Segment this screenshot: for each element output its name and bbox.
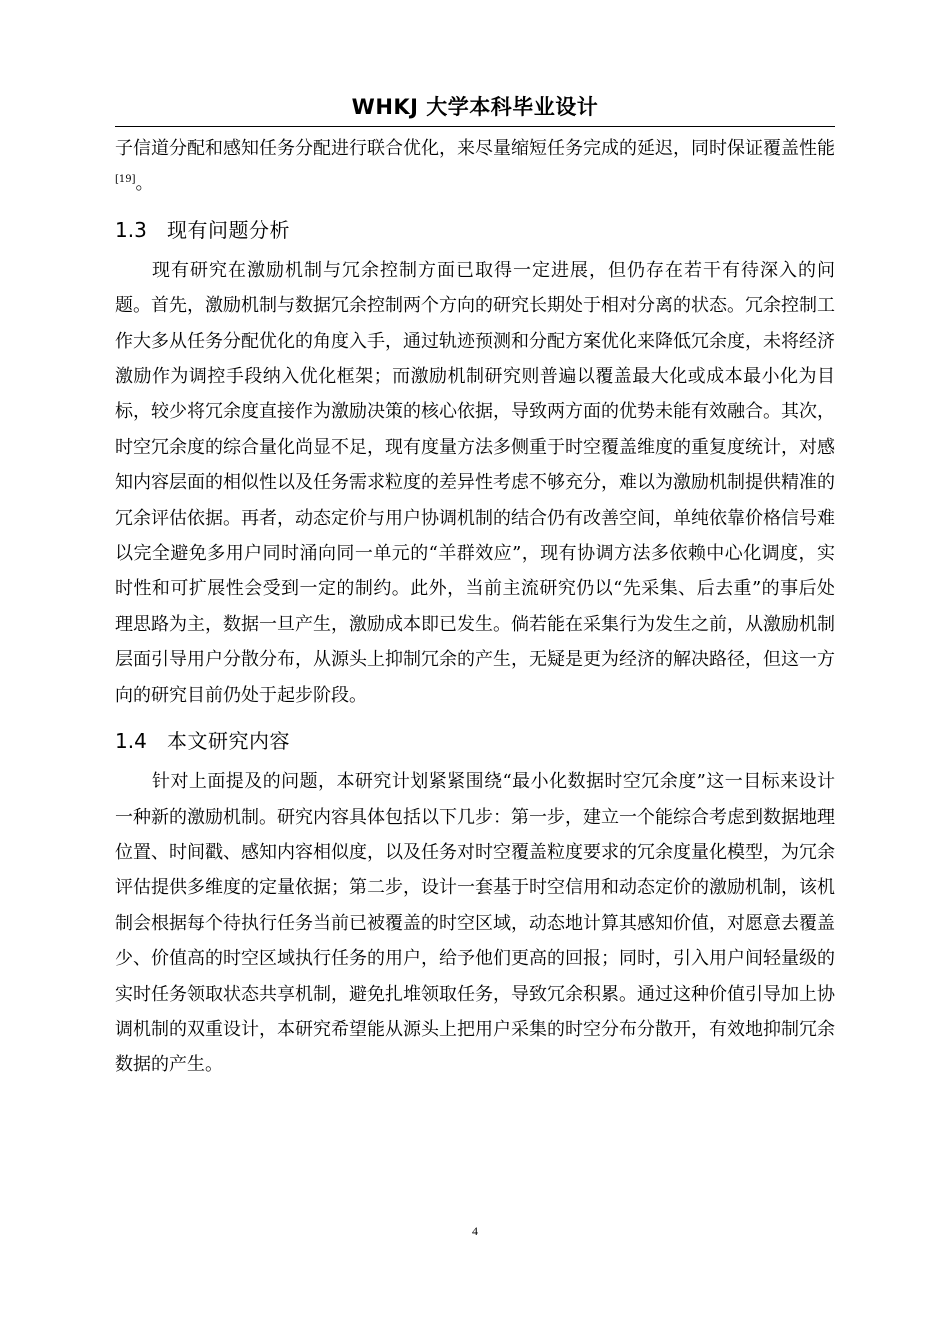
citation-reference: [19]: [115, 174, 136, 186]
section-number: 1.4: [115, 729, 147, 754]
page-footer: [0, 1224, 950, 1239]
section-title: 现有问题分析: [167, 217, 290, 242]
section-1-4-paragraph: 针对上面提及的问题，本研究计划紧紧围绕“最小化数据时空冗余度”这一目标来设计一种新的激励机制。研究内容具体包括以下几步：第一步，建立一个能综合考虑到数据地理位置、时间戳、感知内容相似度，以及任务对时空覆盖粒度要求的冗余度量化模型，为冗余评估提供多维度的定量依据；第二步，设计一套基于时空信用和动态定价的激励机制，该机制会根据每个待执行任务当前已被覆盖的时空区域，动态地计算其感知价值，对愿意去覆盖少、价值高的时空区域执行任务的用户，给予他们更高的回报；同时，引入用户间轻量级的实时任务领取状态共享机制，避免扎堆领取任务，导致冗余积累。通过这种价值引导加上协调机制的双重设计，本研究希望能从源头上把用户采集的时空分布分散开，有效地抑制冗余数据的产生。: [115, 771, 835, 1076]
page-number: 4: [472, 1224, 478, 1238]
header-title: WHKJ 大学本科毕业设计: [351, 95, 599, 119]
section-title: 本文研究内容: [167, 729, 290, 754]
section-number: 1.3: [115, 217, 147, 242]
page-content: [115, 131, 835, 1083]
section-heading-1-4: [115, 726, 835, 756]
section-1-3-paragraph: 现有研究在激励机制与冗余控制方面已取得一定进展，但仍存在若干有待深入的问题。首先，激励机制与数据冗余控制两个方向的研究长期处于相对分离的状态。冗余控制工作大多从任务分配优化的角度入手，通过轨迹预测和分配方案优化来降低冗余度，未将经济激励作为调控手段纳入优化框架；而激励机制研究则普遍以覆盖最大化或成本最小化为目标，较少将冗余度直接作为激励决策的核心依据，导致两方面的优势未能有效融合。其次，时空冗余度的综合量化尚显不足，现有度量方法多侧重于时空覆盖维度的重复度统计，对感知内容层面的相似性以及任务需求粒度的差异性考虑不够充分，难以为激励机制提供精准的冗余评估依据。再者，动态定价与用户协调机制的结合仍有改善空间，单纯依靠价格信号难以完全避免多用户同时涌向同一单元的“羊群效应”，现有协调方法多依赖中心化调度，实时性和可扩展性会受到一定的制约。此外，当前主流研究仍以“先采集、后去重”的事后处理思路为主，数据一旦产生，激励成本即已发生。倘若能在采集行为发生之前，从激励机制层面引导用户分散分布，从源头上抑制冗余的产生，无疑是更为经济的解决路径，但这一方向的研究目前仍处于起步阶段。: [115, 259, 835, 706]
section-heading-1-3: [115, 215, 835, 245]
page-header: [115, 92, 835, 127]
intro-paragraph-text: 子信道分配和感知任务分配进行联合优化，来尽量缩短任务完成的延迟，同时保证覆盖性能: [115, 138, 835, 159]
intro-paragraph-tail: 。: [135, 173, 154, 195]
intro-paragraph: [115, 131, 835, 202]
